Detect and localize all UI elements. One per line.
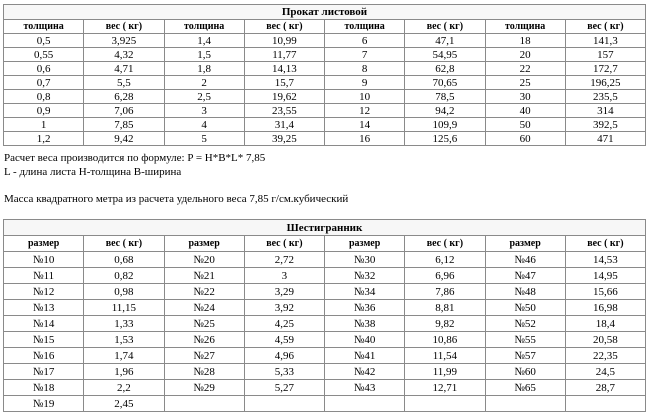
dimension-legend: L - длина листа H-толщина B-ширина (4, 166, 182, 178)
table-cell: №60 (485, 364, 565, 380)
table-cell: №19 (4, 396, 84, 412)
table-cell: 40 (485, 104, 565, 118)
table-cell: 6,96 (405, 268, 485, 284)
table-cell: 125,6 (405, 132, 485, 146)
table-cell: №47 (485, 268, 565, 284)
table-cell: 28,7 (565, 380, 645, 396)
table-cell: 2 (164, 76, 244, 90)
table-row (4, 316, 646, 332)
table-cell: №52 (485, 316, 565, 332)
table-cell: 157 (565, 48, 645, 62)
hex-weight-table (3, 219, 646, 412)
table-cell: №27 (164, 348, 244, 364)
table-cell: 471 (565, 132, 645, 146)
table-cell: 14 (325, 118, 405, 132)
table-cell: 60 (485, 132, 565, 146)
table-cell: 8,81 (405, 300, 485, 316)
table-cell: 5,33 (244, 364, 324, 380)
table-cell (565, 396, 645, 412)
column-header: вес ( кг) (244, 20, 324, 34)
table-cell: №28 (164, 364, 244, 380)
table-cell: 2,72 (244, 252, 324, 268)
table-cell: 22 (485, 62, 565, 76)
table-cell: 3,925 (84, 34, 164, 48)
table-cell: 2,45 (84, 396, 164, 412)
table-cell: 11,77 (244, 48, 324, 62)
table-cell: 109,9 (405, 118, 485, 132)
table-cell: №30 (325, 252, 405, 268)
table-cell: 20 (485, 48, 565, 62)
table-cell: 18 (485, 34, 565, 48)
table-cell: 5,27 (244, 380, 324, 396)
table-cell: №41 (325, 348, 405, 364)
column-header: вес ( кг) (244, 236, 324, 252)
table-cell: 6 (325, 34, 405, 48)
table-row (4, 348, 646, 364)
column-header: размер (485, 236, 565, 252)
table-cell: 9,82 (405, 316, 485, 332)
table-cell: 15,7 (244, 76, 324, 90)
table-cell: 25 (485, 76, 565, 90)
table-cell: №65 (485, 380, 565, 396)
table-cell: 39,25 (244, 132, 324, 146)
table-row (4, 268, 646, 284)
table-cell: 0,8 (4, 90, 84, 104)
table-cell: 12,71 (405, 380, 485, 396)
table-cell: 4,25 (244, 316, 324, 332)
table-cell (485, 396, 565, 412)
table-cell: №50 (485, 300, 565, 316)
table-cell: №38 (325, 316, 405, 332)
table-cell: 7 (325, 48, 405, 62)
table-row (4, 76, 646, 90)
table-cell: 14,53 (565, 252, 645, 268)
table-cell: №32 (325, 268, 405, 284)
table-cell (405, 396, 485, 412)
table-cell: №11 (4, 268, 84, 284)
table-row (4, 118, 646, 132)
table-cell: 392,5 (565, 118, 645, 132)
column-header: толщина (164, 20, 244, 34)
table-cell: 2,5 (164, 90, 244, 104)
table-row (4, 34, 646, 48)
column-header: размер (164, 236, 244, 252)
table-cell: №20 (164, 252, 244, 268)
table-cell: 0,68 (84, 252, 164, 268)
table-cell: 31,4 (244, 118, 324, 132)
sheet-weight-table (3, 4, 646, 146)
table-row (4, 300, 646, 316)
table-cell: 0,55 (4, 48, 84, 62)
table-cell: 314 (565, 104, 645, 118)
table-cell: 1,2 (4, 132, 84, 146)
table-cell: 2,2 (84, 380, 164, 396)
table-cell: 14,95 (565, 268, 645, 284)
table-cell: 9 (325, 76, 405, 90)
table-cell: 7,06 (84, 104, 164, 118)
table-cell: 54,95 (405, 48, 485, 62)
table-cell: 94,2 (405, 104, 485, 118)
table-cell: 50 (485, 118, 565, 132)
table-cell: №57 (485, 348, 565, 364)
table-cell: 0,82 (84, 268, 164, 284)
table-cell: №15 (4, 332, 84, 348)
table-cell: 1,74 (84, 348, 164, 364)
table-cell: 10,86 (405, 332, 485, 348)
table-cell: 1,53 (84, 332, 164, 348)
table-cell (164, 396, 244, 412)
table-cell: №10 (4, 252, 84, 268)
column-header: вес ( кг) (565, 20, 645, 34)
hex-table-body (4, 252, 646, 412)
table-cell (325, 396, 405, 412)
mass-note: Масса квадратного метра из расчета удельного веса 7,85 г/см.кубический (4, 193, 349, 205)
table-cell: №36 (325, 300, 405, 316)
table-row (4, 284, 646, 300)
table-cell: 3 (164, 104, 244, 118)
table-row (4, 48, 646, 62)
table-cell: 5,5 (84, 76, 164, 90)
sheet-header-row (4, 20, 646, 34)
table-cell: 1,33 (84, 316, 164, 332)
table-cell: 1,4 (164, 34, 244, 48)
column-header: вес ( кг) (405, 20, 485, 34)
table-cell: 0,6 (4, 62, 84, 76)
table-cell: 0,9 (4, 104, 84, 118)
table-cell: 70,65 (405, 76, 485, 90)
sheet-table-body (4, 34, 646, 146)
table-cell: 1 (4, 118, 84, 132)
table-cell: 19,62 (244, 90, 324, 104)
table-cell: 0,98 (84, 284, 164, 300)
table-cell: 18,4 (565, 316, 645, 332)
column-header: вес ( кг) (565, 236, 645, 252)
table-cell: 16 (325, 132, 405, 146)
table-cell: №12 (4, 284, 84, 300)
column-header: размер (325, 236, 405, 252)
table-cell: 196,25 (565, 76, 645, 90)
table-cell: 30 (485, 90, 565, 104)
table-cell: 3 (244, 268, 324, 284)
table-cell: 1,5 (164, 48, 244, 62)
table-row (4, 90, 646, 104)
table-cell: №42 (325, 364, 405, 380)
table-row (4, 62, 646, 76)
table-cell: 3,29 (244, 284, 324, 300)
table-cell: №25 (164, 316, 244, 332)
table-cell: 10,99 (244, 34, 324, 48)
table-cell: №34 (325, 284, 405, 300)
table-cell: 12 (325, 104, 405, 118)
table-cell: 4,71 (84, 62, 164, 76)
table-cell: №18 (4, 380, 84, 396)
table-cell: №14 (4, 316, 84, 332)
table-cell: 235,5 (565, 90, 645, 104)
table-row (4, 380, 646, 396)
table-cell: 172,7 (565, 62, 645, 76)
table-cell: №17 (4, 364, 84, 380)
table-cell: 6,12 (405, 252, 485, 268)
table-cell: 20,58 (565, 332, 645, 348)
column-header: толщина (485, 20, 565, 34)
table-cell: 3,92 (244, 300, 324, 316)
table-cell: 0,5 (4, 34, 84, 48)
table-cell: 7,86 (405, 284, 485, 300)
table-cell: №13 (4, 300, 84, 316)
table-cell: 22,35 (565, 348, 645, 364)
table-cell: №29 (164, 380, 244, 396)
table-cell: №24 (164, 300, 244, 316)
formula-note: Расчет веса производится по формуле: P = H*B*L* 7,85 (4, 152, 266, 164)
table-cell: №26 (164, 332, 244, 348)
column-header: вес ( кг) (405, 236, 485, 252)
table-row (4, 132, 646, 146)
table-cell: 78,5 (405, 90, 485, 104)
table-cell: 11,15 (84, 300, 164, 316)
table-cell: №43 (325, 380, 405, 396)
table-cell: 8 (325, 62, 405, 76)
table-cell: 14,13 (244, 62, 324, 76)
table-cell: 6,28 (84, 90, 164, 104)
table-cell: №48 (485, 284, 565, 300)
table-cell (244, 396, 324, 412)
table-cell: 0,7 (4, 76, 84, 90)
column-header: вес ( кг) (84, 20, 164, 34)
column-header: толщина (4, 20, 84, 34)
table-cell: №55 (485, 332, 565, 348)
table-row (4, 396, 646, 412)
table-cell: 16,98 (565, 300, 645, 316)
table-cell: 15,66 (565, 284, 645, 300)
column-header: размер (4, 236, 84, 252)
table-cell: №46 (485, 252, 565, 268)
table-row (4, 332, 646, 348)
table-cell: 9,42 (84, 132, 164, 146)
table-cell: 24,5 (565, 364, 645, 380)
hex-table-title: Шестигранник (4, 220, 646, 236)
table-row (4, 252, 646, 268)
table-cell: №22 (164, 284, 244, 300)
table-cell: 23,55 (244, 104, 324, 118)
table-cell: №21 (164, 268, 244, 284)
table-cell: 5 (164, 132, 244, 146)
table-cell: 4,96 (244, 348, 324, 364)
table-cell: 11,99 (405, 364, 485, 380)
table-cell: 47,1 (405, 34, 485, 48)
table-cell: 1,8 (164, 62, 244, 76)
table-cell: 7,85 (84, 118, 164, 132)
table-cell: 4 (164, 118, 244, 132)
table-cell: 4,59 (244, 332, 324, 348)
table-row (4, 364, 646, 380)
table-cell: 11,54 (405, 348, 485, 364)
table-cell: №40 (325, 332, 405, 348)
hex-header-row (4, 236, 646, 252)
table-cell: 1,96 (84, 364, 164, 380)
table-row (4, 104, 646, 118)
column-header: вес ( кг) (84, 236, 164, 252)
sheet-table-title: Прокат листовой (4, 5, 646, 20)
table-cell: 10 (325, 90, 405, 104)
table-cell: 4,32 (84, 48, 164, 62)
table-cell: 62,8 (405, 62, 485, 76)
table-cell: №16 (4, 348, 84, 364)
column-header: толщина (325, 20, 405, 34)
table-cell: 141,3 (565, 34, 645, 48)
